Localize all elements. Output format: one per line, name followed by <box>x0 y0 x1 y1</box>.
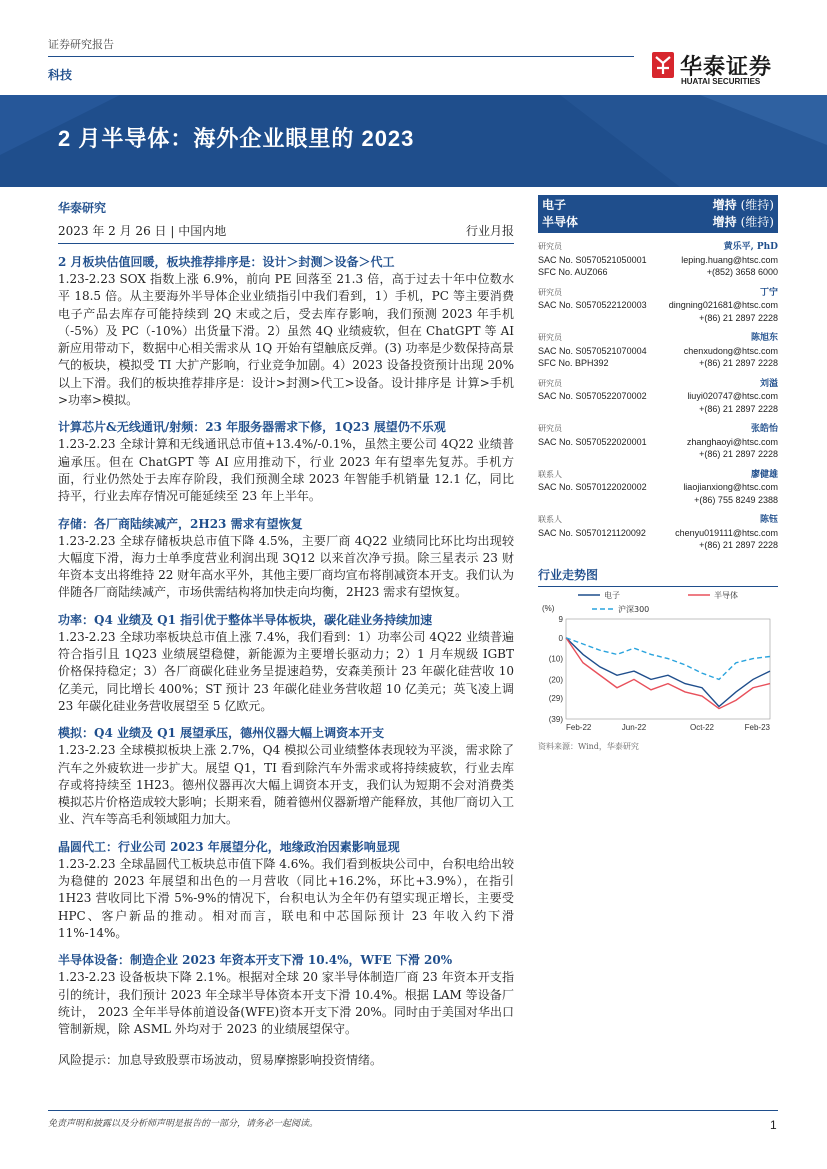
analyst-name: 张皓怡 <box>750 424 778 434</box>
section-title: 2 月板块估值回暖，板块推荐排序是：设计＞封测＞设备＞代工 <box>58 255 395 269</box>
rating-box <box>538 195 778 233</box>
footer-divider <box>48 1110 778 1111</box>
section <box>58 419 514 505</box>
analyst-card <box>538 378 778 416</box>
section-title: 半导体设备：制造企业 2023 年资本开支下滑 10.4%，WFE 下滑 20% <box>58 953 453 968</box>
y-tick-label: 0 <box>558 633 563 643</box>
analyst-card <box>538 241 778 279</box>
analyst-role: 联系人 <box>538 469 562 479</box>
analyst-name: 廖健雄 <box>750 469 778 480</box>
x-tick-label: Feb-22 <box>566 722 592 732</box>
y-tick-label: (39) <box>548 714 563 724</box>
x-tick-label: Feb-23 <box>744 722 770 732</box>
section <box>58 516 514 602</box>
analyst-role: 联系人 <box>538 515 562 524</box>
section <box>58 952 514 1038</box>
analyst-name: 刘溢 <box>759 378 778 389</box>
rating-value: 增持 <box>712 215 737 229</box>
analyst-sfc: SFC No. BPH392 <box>538 358 609 368</box>
section <box>58 725 514 828</box>
analyst-role: 研究员 <box>538 333 562 342</box>
analyst-name: 陈旭东 <box>750 333 778 343</box>
section <box>58 839 514 942</box>
x-tick-label: Jun-22 <box>621 722 647 732</box>
y-tick-label: (29) <box>548 693 563 703</box>
rating-row <box>542 197 774 214</box>
y-tick-label: (10) <box>548 654 563 664</box>
analyst-sac: SAC No. S0570121120092 <box>538 527 646 538</box>
section-body: 1.23-2.23 SOX 指数上涨 6.9%，前向 PE 回落至 21.3 倍，高于过去十年中位数水平 18.5 倍。从主要海外半导体企业业绩指引中我们看到，1）手机，PC 等主要消费电子产品去库存可能持续到 2Q 末或之后，受去库存影响，我们预测 2023 年手机（-5%）及 PC（-10%）出货量下滑。2）虽然 4Q 业绩疲软，但在 ChatGPT 等 AI 新应用带动下，数据中心相关需求从 1Q 开始有望触底反弹。(3) 功率是少数保持高景气的板块，模拟受 TI 大扩产影响，行业竞争加剧。4）2023 设备投资预计出现 20%以上下滑。我们的板块推荐排序是：设计>封测>代工>设备。设计排序是 计算>手机>功率>模拟。 <box>58 272 514 408</box>
header-divider <box>48 56 634 57</box>
analyst-sac: SAC No. S0570521050001 <box>538 254 647 265</box>
report-type: 证券研究报告 <box>48 38 114 51</box>
plot-frame <box>566 619 770 719</box>
analyst-role: 研究员 <box>538 424 562 433</box>
section-body: 1.23-2.23 全球存储板块总市值下降 4.5%，主要厂商 4Q22 业绩同比环比均出现较大幅度下滑，海力士单季度营业利润出现 3Q12 以来首次净亏损。除三星表示 23 财年资本支出将维持 22 财年高水平外，其他主要厂商均宣布将削减资本开支。我们认为伴随各厂商陆续减产，市场供需结构将加快走向均衡，2H23 需求有望恢复。 <box>58 533 514 600</box>
section-body: 1.23-2.23 全球晶圆代工板块总市值下降 4.6%。我们看到板块公司中，台积电给出较为稳健的 2023 年展望和出色的一月营收（同比+16.2%，环比+3.9%），在指引 1H23 营收同比下滑 5%-9%的情况下，台积电认为全年仍有望实现正增长，主要受 HPC、客户新品的推动。相对而言，联电和中芯国际预计 23 年收入约下滑 11%-14%。 <box>58 856 514 940</box>
rating-row <box>542 214 774 231</box>
legend-label: 沪深300 <box>618 604 650 614</box>
analyst-list <box>538 241 778 552</box>
research-label: 华泰研究 <box>58 201 107 215</box>
section-title: 功率：Q4 业绩及 Q1 指引优于整体半导体板块，碳化硅业务持续加速 <box>58 612 433 627</box>
logo-subtext: HUATAI SECURITIES <box>681 77 761 86</box>
section-body: 1.23-2.23 全球计算和无线通讯总市值+13.4%/-0.1%，虽然主要公司 4Q22 业绩普遍承压。但在 ChatGPT 等 AI 应用推动下，行业 2023 年有望率先复苏。手机方面，行业仍然处于去库存阶段，我们预测全球 2023 年智能手机销量 12.1 亿，同比持平，行业去库存情况可能延续至 23 年上半年。 <box>58 437 514 504</box>
analyst-role: 研究员 <box>538 378 562 388</box>
page-title: 2 月半导体：海外企业眼里的 2023 <box>58 126 415 151</box>
logo-text: 华泰证券 <box>680 54 773 79</box>
analyst-email[interactable]: leping.huang@htsc.com <box>681 254 778 265</box>
section-title: 计算芯片&无线通讯/射频：23 年服务器需求下修，1Q23 展望仍不乐观 <box>58 420 446 435</box>
page-number: 1 <box>770 1118 777 1132</box>
y-tick-label: 9 <box>558 614 563 624</box>
analyst-sac: SAC No. S0570522070002 <box>538 391 647 401</box>
analyst-role: 研究员 <box>538 287 562 297</box>
risk-warning: 风险提示：加息导致股票市场波动，贸易摩擦影响投资情绪。 <box>58 1053 383 1068</box>
analyst-role: 研究员 <box>538 242 562 251</box>
analyst-sac: SAC No. S0570522120003 <box>538 300 647 310</box>
analyst-name: 黄乐平, PhD <box>723 242 778 252</box>
report-date: 2023 年 2 月 26 日 | 中国内地 <box>58 224 227 238</box>
rating-value: 增持 <box>712 198 737 212</box>
legend-label: 半导体 <box>714 590 738 600</box>
section-body: 1.23-2.23 设备板块下降 2.1%。根据对全球 20 家半导体制造厂商 23 年资本开支指引的统计，我们预计 2023 年全球半导体资本开支下滑 10.4%。根据 LAM 等设备厂统计， 2023 全年半导体前道设备(WFE)资本开支下滑 20%。同时由于美国对华出口管制新规，除 ASML 外均对于 2023 的业绩展望保守。 <box>58 970 514 1037</box>
y-tick-label: (20) <box>548 674 563 684</box>
main-content <box>58 195 514 1069</box>
rating-status: (维持) <box>740 198 774 212</box>
analyst-email[interactable]: chenxudong@htsc.com <box>683 345 778 356</box>
analyst-phone: +(86) 21 2897 2228 <box>699 358 778 368</box>
analyst-name: 丁宁 <box>759 287 778 298</box>
y-axis-label: (%) <box>542 603 555 613</box>
section-body: 1.23-2.23 全球模拟板块上涨 2.7%，Q4 模拟公司业绩整体表现较为平淡，需求除了汽车之外疲软进一步扩大。展望 Q1，TI 看到除汽车外需求或将持续疲软，行业去库存或将持续至 1H23。德州仪器再次大幅上调资本开支，我们认为短期不会对消费类模拟芯片价格造成较大影响；长期来看，随着德州仪器新增产能释放，其他厂商切入工业、汽车等高毛利领域阻力加大。 <box>58 743 515 827</box>
analyst-email[interactable]: dingning021681@htsc.com <box>668 300 778 310</box>
section-body: 1.23-2.23 全球功率板块总市值上涨 7.4%，我们看到：1）功率公司 4Q22 业绩普遍符合指引且 1Q23 业绩展望稳健，新能源为主要增长驱动力；2）1 月车规级 IGBT 价格保持稳定；3）各厂商碳化硅业务呈提速趋势，安森美预计 23 年碳化硅营收 10 亿美元，同比增长 400%；ST 预计 23 年碳化硅业务营收超 10 亿美元；英飞凌上调 23 年碳化硅业务营收展望至 5 亿欧元。 <box>58 629 514 713</box>
analyst-phone: +(86) 21 2897 2228 <box>699 312 778 323</box>
analyst-email[interactable]: chenyu019111@htsc.com <box>675 527 778 538</box>
analyst-phone: +(86) 21 2897 2228 <box>699 403 778 414</box>
analyst-sac: SAC No. S0570522020001 <box>538 436 647 447</box>
analyst-phone: +(86) 21 2897 2228 <box>699 449 778 459</box>
chart-source: 资料来源：Wind，华泰研究 <box>538 741 639 751</box>
analyst-sac: SAC No. S0570122020002 <box>538 482 647 492</box>
section <box>58 612 514 715</box>
analyst-card <box>538 423 778 461</box>
analyst-card <box>538 287 778 325</box>
section-title: 模拟：Q4 业绩及 Q1 展望承压，德州仪器大幅上调资本开支 <box>58 726 385 741</box>
section <box>58 254 514 409</box>
x-tick-label: Oct-22 <box>689 722 715 732</box>
sidebar <box>538 195 778 752</box>
analyst-email[interactable]: zhanghaoyi@htsc.com <box>686 436 778 447</box>
analyst-name: 陈钰 <box>759 515 778 525</box>
analyst-card <box>538 514 778 552</box>
sections-list <box>58 254 514 1038</box>
rating-status: (维持) <box>740 215 774 229</box>
section-title: 存储：各厂商陆续减产，2H23 需求有望恢复 <box>58 516 303 531</box>
analyst-phone: +(852) 3658 6000 <box>706 267 778 277</box>
analyst-email[interactable]: liaojianxiong@htsc.com <box>683 482 778 492</box>
rating-industry: 电子 <box>542 198 567 212</box>
legend-label: 电子 <box>604 590 620 600</box>
analyst-card <box>538 332 778 370</box>
analyst-phone: +(86) 21 2897 2228 <box>699 540 778 550</box>
analyst-card <box>538 469 778 507</box>
rating-value-group <box>713 197 774 214</box>
rating-industry: 半导体 <box>542 215 579 229</box>
analyst-sac: SAC No. S0570521070004 <box>538 345 647 356</box>
report-meta <box>58 222 514 244</box>
rating-value-group <box>713 214 774 231</box>
sector-label: 科技 <box>48 68 73 82</box>
section-title: 晶圆代工：行业公司 2023 年展望分化，地缘政治因素影响显现 <box>58 839 400 854</box>
huatai-logo-icon <box>652 52 674 78</box>
analyst-email[interactable]: liuyi020747@htsc.com <box>687 391 778 401</box>
report-kind: 行业月报 <box>465 224 514 238</box>
trend-title: 行业走势图 <box>538 566 778 587</box>
analyst-sfc: SFC No. AUZ066 <box>538 267 608 277</box>
trend-chart <box>538 587 778 737</box>
analyst-phone: +(86) 755 8249 2388 <box>694 494 778 505</box>
footer-disclaimer: 免责声明和披露以及分析师声明是报告的一部分，请务必一起阅读。 <box>48 1119 319 1129</box>
